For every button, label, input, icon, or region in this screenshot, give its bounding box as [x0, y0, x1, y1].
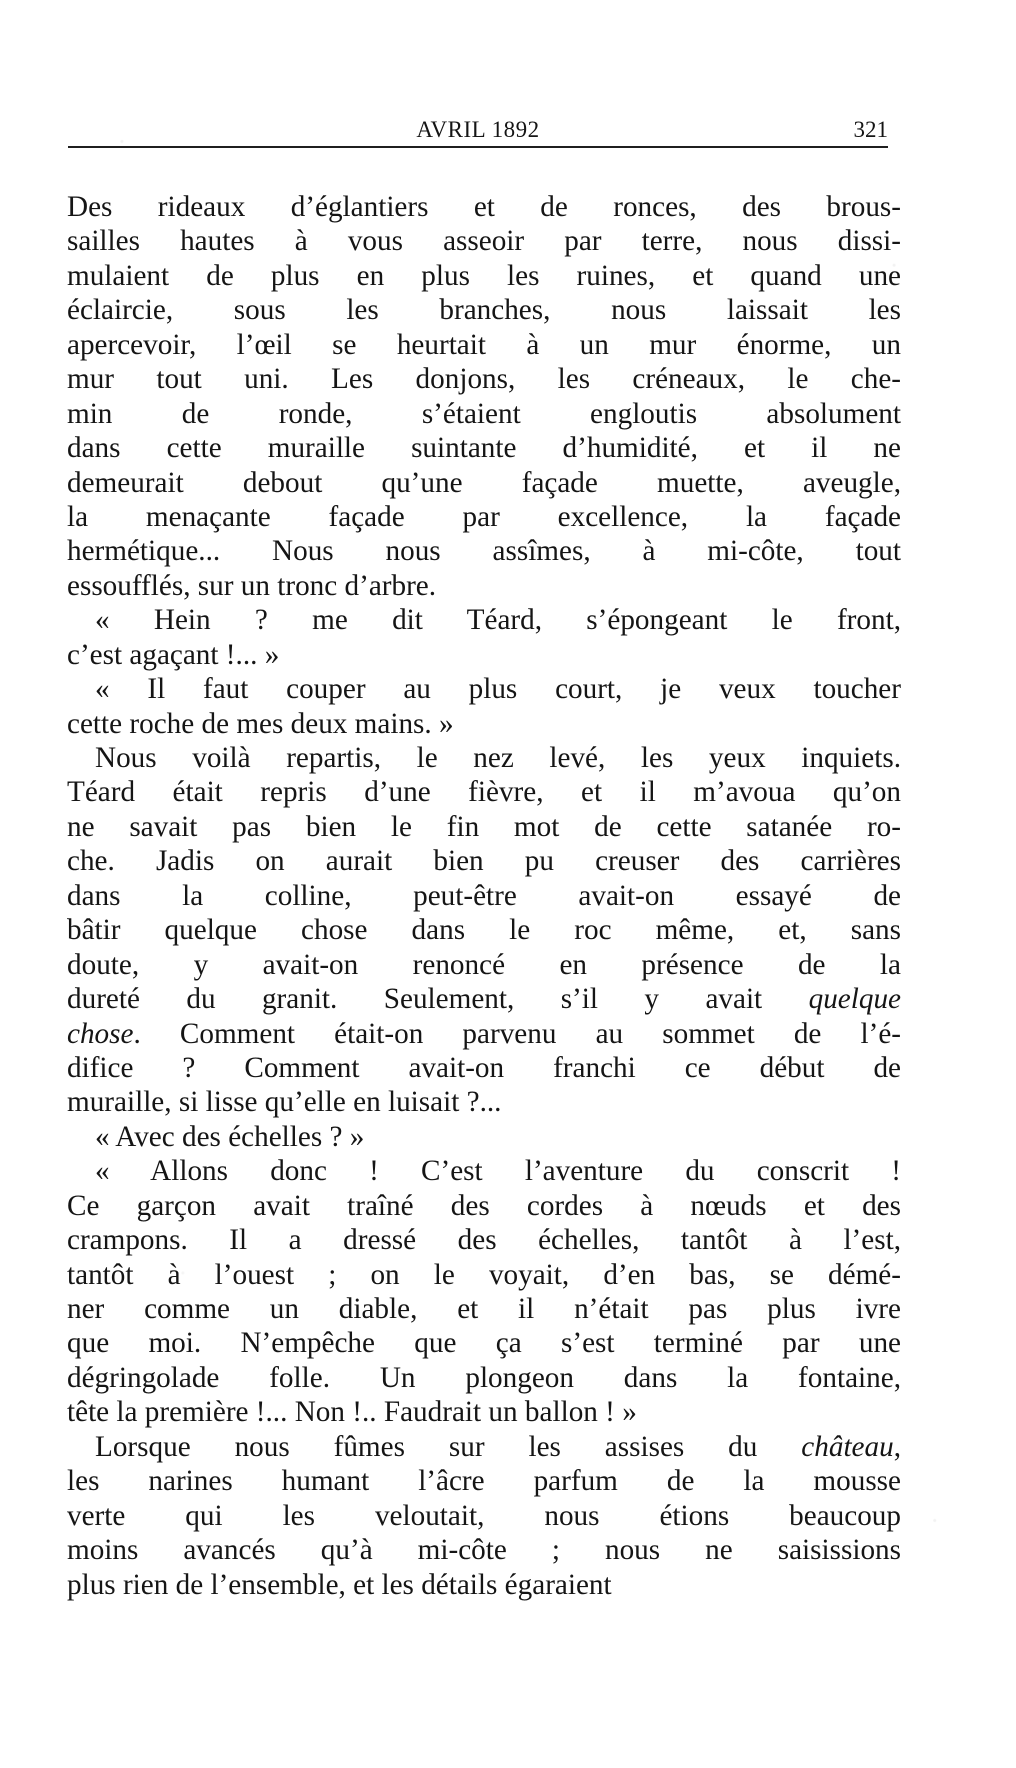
text-line: hermétique... Nous nous assîmes, à mi-côte, tout: [67, 535, 901, 568]
running-title: AVRIL 1892: [416, 117, 540, 142]
text-fragment: Lorsque nous fûmes sur les assises du: [95, 1430, 758, 1463]
text-line: dans cette muraille suintante d’humidité, et il ne: [67, 432, 901, 465]
text-line-with-italic: [67, 1430, 901, 1464]
text-line: « Avec des échelles ? »: [95, 1120, 365, 1153]
text-line: doute, y avait-on renoncé en présence de la: [67, 948, 901, 981]
page-header: [68, 112, 888, 148]
text-line: mur tout uni. Les donjons, les créneaux, le che-: [67, 363, 901, 396]
text-line: « Il faut couper au plus court, je veux toucher: [95, 673, 901, 706]
text-line: « Hein ? me dit Téard, s’épongeant le front,: [95, 604, 901, 637]
text-line: ne savait pas bien le fin mot de cette satanée ro-: [67, 810, 901, 843]
text-line: dégringolade folle. Un plongeon dans la fontaine,: [67, 1361, 901, 1394]
italic-text: chose: [67, 1017, 134, 1050]
text-line: plus rien de l’ensemble, et les détails égaraient: [67, 1568, 612, 1601]
text-line: bâtir quelque chose dans le roc même, et, sans: [67, 914, 901, 947]
text-line: « Allons donc ! C’est l’aventure du conscrit !: [95, 1155, 901, 1188]
text-line: que moi. N’empêche que ça s’est terminé par une: [67, 1327, 901, 1360]
text-line: Des rideaux d’églantiers et de ronces, des brous-: [67, 191, 901, 223]
text-line: verte qui les veloutait, nous étions beaucoup: [67, 1499, 901, 1532]
text-line: la menaçante façade par excellence, la façade: [67, 500, 901, 533]
main-text: [67, 190, 901, 1602]
text-line: che. Jadis on aurait bien pu creuser des carrières: [67, 845, 901, 878]
text-line: éclaircie, sous les branches, nous laissait les: [67, 294, 901, 327]
text-line: muraille, si lisse qu’elle en luisait ?...: [67, 1086, 502, 1119]
text-line: demeurait debout qu’une façade muette, aveugle,: [67, 466, 901, 499]
text-line: sailles hautes à vous asseoir par terre, nous dissi-: [67, 225, 901, 258]
text-line: mulaient de plus en plus les ruines, et quand une: [67, 259, 901, 292]
text-line: c’est agaçant !... »: [67, 638, 280, 671]
text-line: tête la première !... Non !.. Faudrait un ballon ! »: [67, 1396, 637, 1429]
text-fragment: dureté du granit. Seulement, s’il y avait: [67, 983, 763, 1016]
italic-text: quelque: [808, 983, 902, 1016]
text-line-with-italic: [67, 1017, 901, 1051]
text-line: cette roche de mes deux mains. »: [67, 707, 454, 740]
text-line: crampons. Il a dressé des échelles, tantôt à l’est,: [67, 1224, 901, 1257]
text-fragment: . Comment était-on parvenu au sommet de l’é-: [133, 1017, 901, 1050]
text-line: ner comme un diable, et il n’était pas plus ivre: [67, 1293, 901, 1325]
text-line: Ce garçon avait traîné des cordes à nœuds et des: [67, 1189, 901, 1222]
text-line: moins avancés qu’à mi-côte ; nous ne saisissions: [67, 1534, 901, 1567]
text-line: dans la colline, peut-être avait-on essayé de: [67, 879, 901, 912]
text-line: les narines humant l’âcre parfum de la mousse: [67, 1465, 901, 1498]
text-line: Téard était repris d’une fièvre, et il m’avoua qu’on: [67, 776, 901, 809]
text-fragment: ,: [893, 1430, 901, 1463]
italic-text: château: [801, 1430, 894, 1463]
text-line: min de ronde, s’étaient engloutis absolument: [67, 397, 901, 430]
text-line: apercevoir, l’œil se heurtait à un mur énorme, un: [67, 328, 901, 361]
text-line-with-italic: [67, 982, 901, 1016]
text-line: Nous voilà repartis, le nez levé, les yeux inquiets.: [95, 742, 901, 774]
text-line: tantôt à l’ouest ; on le voyait, d’en bas, se démé-: [67, 1258, 901, 1291]
text-line: difice ? Comment avait-on franchi ce début de: [67, 1051, 901, 1084]
text-line: essoufflés, sur un tronc d’arbre.: [67, 569, 437, 602]
page-number: 321: [853, 117, 888, 142]
